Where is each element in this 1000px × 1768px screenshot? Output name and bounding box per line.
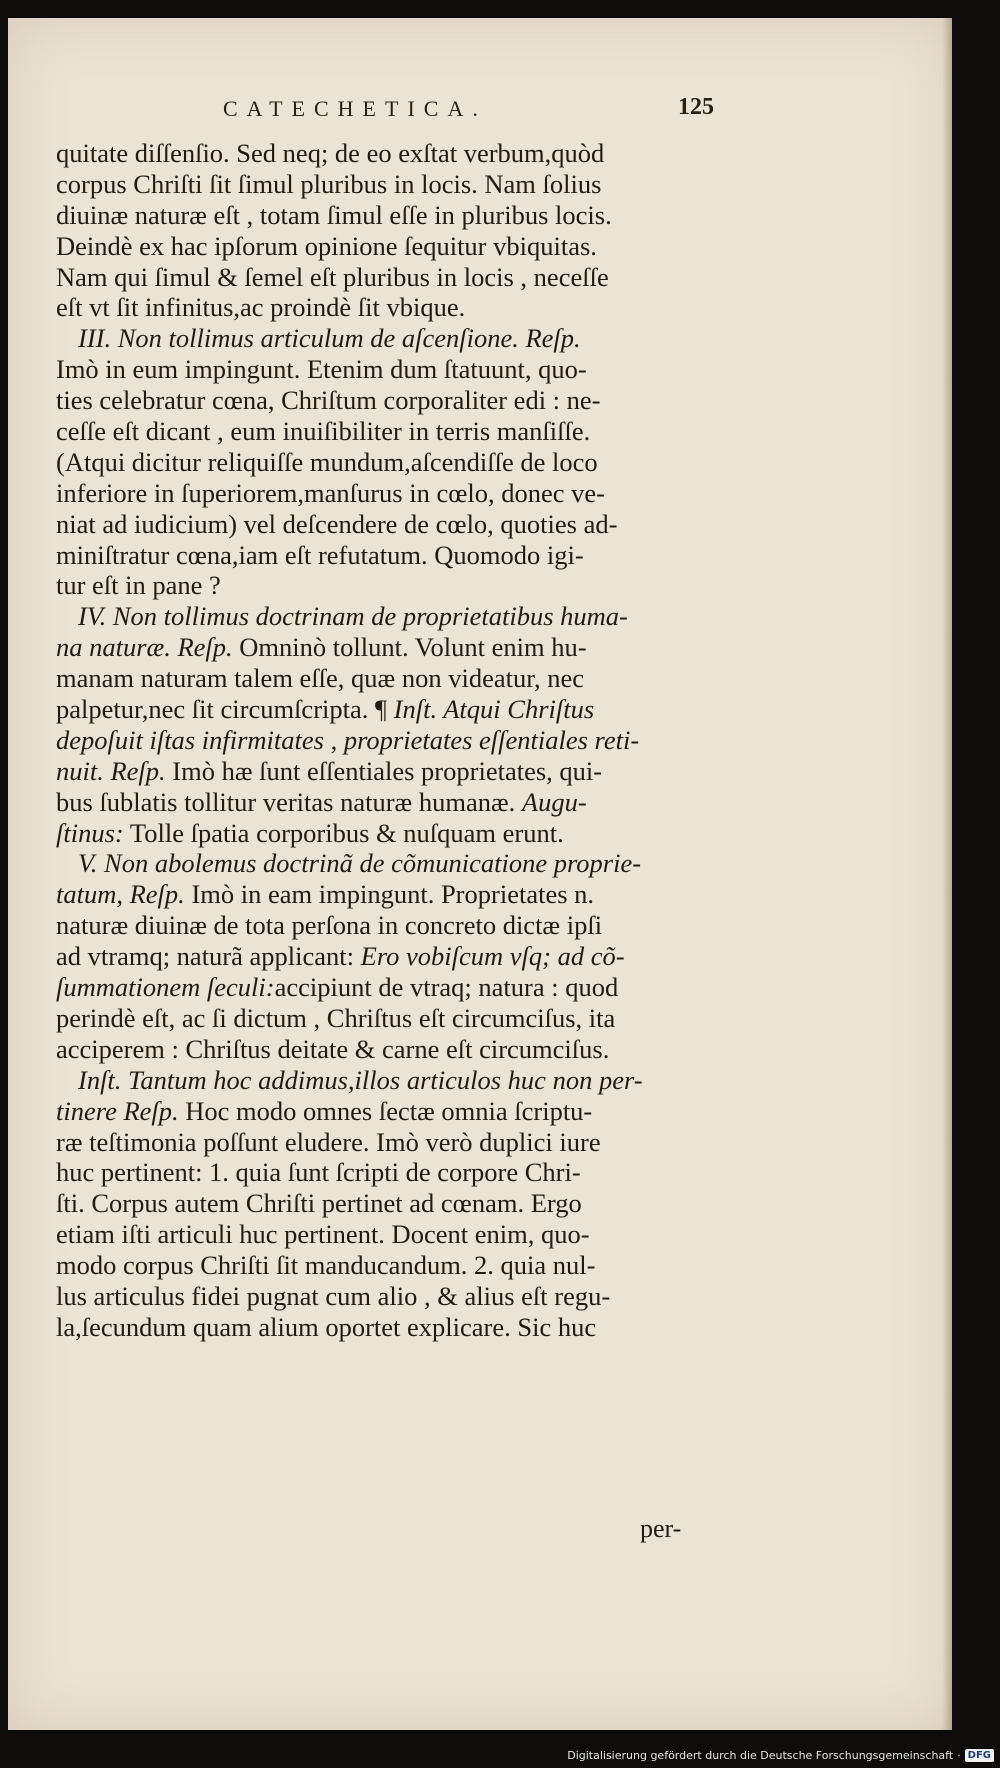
text-line [56, 694, 728, 725]
text-line [56, 818, 728, 849]
catchword: per- [640, 1514, 682, 1543]
text-line [56, 879, 728, 910]
text-segment: Nam qui ſimul & ſemel eſt pluribus in locis , neceſſe [56, 261, 609, 292]
text-line [56, 478, 728, 509]
text-segment: miniſtratur cœna,iam eſt refutatum. Quomodo igi- [56, 539, 584, 570]
text-line [56, 323, 728, 354]
text-segment: la,ſecundum quam alium oportet explicare. Sic huc [56, 1311, 597, 1342]
text-segment: corpus Chriſti ſit ſimul pluribus in locis. Nam ſolius [56, 168, 602, 199]
text-segment: Omninò tollunt. Volunt enim hu- [232, 632, 587, 663]
italic-text-segment: tatum, Reſp. [56, 879, 185, 910]
text-line [56, 1157, 728, 1188]
text-segment: bus ſublatis tollitur veritas naturæ humanæ. [56, 786, 522, 817]
text-segment: naturæ diuinæ de tota perſona in concreto dictæ ipſi [56, 910, 603, 941]
text-line [56, 725, 728, 756]
text-line [56, 941, 728, 972]
text-segment: modo corpus Chriſti ſit manducandum. 2. quia nul- [56, 1250, 596, 1281]
italic-text-segment: nuit. Reſp. [56, 755, 166, 786]
text-segment: Imò in eum impingunt. Etenim dum ſtatuunt, quo- [56, 354, 587, 385]
text-segment: Imò in eam impingunt. Proprietates n. [184, 879, 595, 910]
text-line [56, 354, 728, 385]
italic-text-segment: Inſt. Atqui Chriſtus [393, 694, 595, 725]
text-segment: manam naturam talem eſſe, quæ non videatur, nec [56, 663, 585, 694]
text-line [56, 540, 728, 571]
text-line [56, 1034, 728, 1065]
text-line [56, 601, 728, 632]
text-segment: etiam iſti articuli huc pertinent. Docent enim, quo- [56, 1219, 590, 1250]
text-segment: lus articulus fidei pugnat cum alio , & alius eſt regu- [56, 1280, 611, 1311]
dfg-logo: DFG [965, 1749, 994, 1762]
text-line [56, 1250, 728, 1281]
italic-text-segment: IV. Non tollimus doctrinam de proprietatibus huma- [78, 601, 628, 632]
text-segment: ceſſe eſt dicant , eum inuiſibiliter in terris manſiſſe. [56, 416, 591, 447]
book-page [8, 18, 952, 1730]
text-line [56, 632, 728, 663]
text-line [56, 262, 728, 293]
text-segment: quitate diſſenſio. Sed neq; de eo exſtat verbum,quòd [56, 138, 605, 168]
text-segment: Hoc modo omnes ſectæ omnia ſcriptu- [178, 1095, 593, 1126]
running-head [48, 96, 948, 130]
text-line [56, 1127, 728, 1158]
text-line [56, 756, 728, 787]
text-line [56, 972, 728, 1003]
italic-text-segment: ſummationem ſeculi: [56, 972, 275, 1003]
running-title: CATECHETICA. [223, 96, 487, 121]
text-segment: perindè eſt, ac ſi dictum , Chriſtus eſt circumciſus, ita [56, 1002, 616, 1033]
text-line [56, 1003, 728, 1034]
text-line [56, 231, 728, 262]
italic-text-segment: V. Non abolemus doctrinã de cõmunicatione proprie- [78, 848, 642, 879]
text-line [56, 663, 728, 694]
text-segment: Imò hæ ſunt eſſentiales proprietates, qui- [165, 755, 603, 786]
text-line [56, 1312, 728, 1343]
digitization-credit: Digitalisierung gefördert durch die Deutsche Forschungsgemeinschaft · DFG [567, 1749, 994, 1762]
italic-text-segment: ſtinus: [56, 817, 124, 848]
text-segment: ræ teſtimonia poſſunt eludere. Imò verò duplici iure [56, 1126, 601, 1157]
text-line [56, 1065, 728, 1096]
page-edge-shadow [942, 18, 952, 1730]
text-segment: tur eſt in pane ? [56, 570, 221, 601]
text-segment: ad vtramq; naturã applicant: [56, 941, 361, 972]
text-line [56, 138, 728, 169]
text-segment: inferiore in ſuperiorem,manſurus in cœlo, donec ve- [56, 477, 605, 508]
text-segment: (Atqui dicitur reliquiſſe mundum,aſcendiſſe de loco [56, 446, 598, 477]
text-segment: huc pertinent: 1. quia ſunt ſcripti de corpore Chri- [56, 1157, 581, 1188]
italic-text-segment: na naturæ. Reſp. [56, 632, 233, 663]
text-line [56, 416, 728, 447]
italic-text-segment: III. Non tollimus articulum de aſcenſione. Reſp. [78, 323, 581, 354]
text-segment: Tolle ſpatia corporibus & nuſquam erunt. [123, 817, 564, 848]
text-line [56, 848, 728, 879]
italic-text-segment: Inſt. Tantum hoc addimus,illos articulos huc non per- [78, 1064, 643, 1095]
page-number: 125 [678, 94, 714, 120]
text-segment: niat ad iudicium) vel deſcendere de cœlo, quoties ad- [56, 508, 618, 539]
italic-text-segment: depoſuit iſtas infirmitates , proprietates eſſentiales reti- [56, 724, 640, 755]
text-line [56, 570, 728, 601]
text-line [56, 1281, 728, 1312]
text-segment: eſt vt ſit infinitus,ac proindè ſit vbique. [56, 292, 466, 323]
text-line [56, 1096, 728, 1127]
italic-text-segment: Augu- [521, 786, 587, 817]
italic-text-segment: Ero vobiſcum vſq; ad cõ- [360, 941, 625, 972]
text-segment: accipiunt de vtraq; natura : quod [274, 972, 619, 1003]
text-line [56, 509, 728, 540]
text-line [56, 1188, 728, 1219]
body-text [56, 138, 728, 1343]
text-line [56, 200, 728, 231]
text-segment: ſti. Corpus autem Chriſti pertinet ad cœnam. Ergo [56, 1188, 582, 1219]
italic-text-segment: tinere Reſp. [56, 1095, 179, 1126]
text-segment: diuinæ naturæ eſt , totam ſimul eſſe in pluribus locis. [56, 199, 612, 230]
text-line [56, 1219, 728, 1250]
text-line [56, 292, 728, 323]
text-line [56, 169, 728, 200]
text-segment: Deindè ex hac ipſorum opinione ſequitur vbiquitas. [56, 230, 597, 261]
text-segment: acciperem : Chriſtus deitate & carne eſt circumciſus. [56, 1033, 610, 1064]
text-line [56, 910, 728, 941]
credit-text: Digitalisierung gefördert durch die Deutsche Forschungsgemeinschaft [567, 1749, 954, 1762]
text-segment: ties celebratur cœna, Chriſtum corporaliter edi : ne- [56, 385, 601, 416]
text-line [56, 385, 728, 416]
text-line [56, 787, 728, 818]
text-segment: palpetur,nec ſit circumſcripta. ¶ [56, 694, 394, 725]
text-line [56, 447, 728, 478]
